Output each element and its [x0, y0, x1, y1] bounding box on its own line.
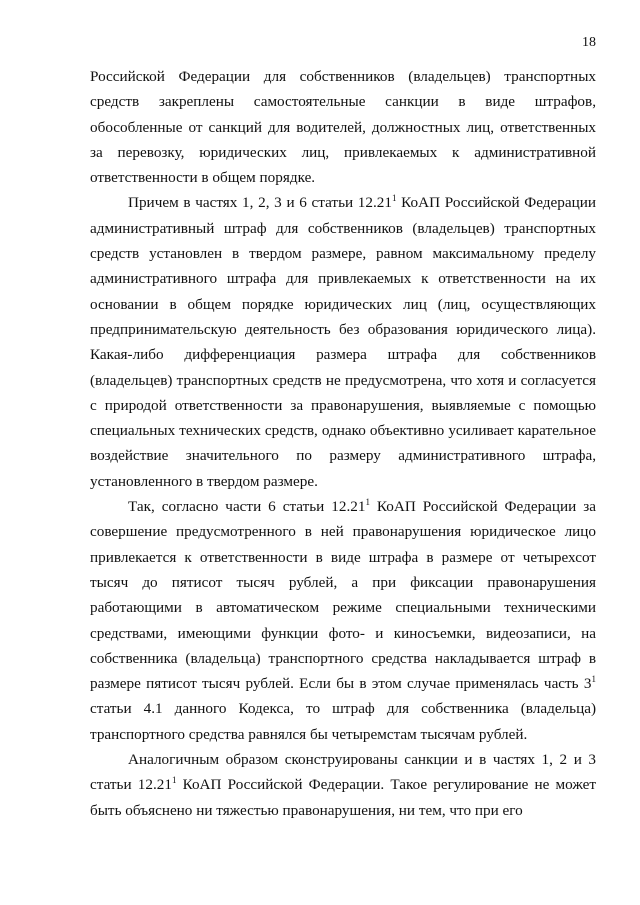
paragraph-3-part-1: Так, согласно части 6 статьи 12.21 — [128, 498, 366, 516]
paragraph-4-part-2: КоАП Российской Федерации. Такое регулирование не может быть объяснено ни тяжестью правонарушения, ни тем, что при его — [90, 776, 596, 819]
paragraph-3-part-2: КоАП Российской Федерации за совершение предусмотренного в ней правонарушения юридическое лицо привлекается к ответственности в виде штрафа в размере от четырехсот тысяч до пятисот тысяч рублей, а при фиксации правонарушения работающими в автоматическом режиме специальными техническими средствами, имеющими функции фото- и киносъемки, видеозаписи, на собственника (владельца) транспортного средства накладывается штраф в размере пятисот тысяч рублей. Если бы в этом случае применялась часть 3 — [90, 498, 596, 693]
page-number: 18 — [582, 35, 596, 50]
superscript-index: 1 — [391, 193, 397, 204]
paragraph-4-part-1: Аналогичным образом сконструированы санкции и в частях 1, 2 и 3 статьи 12.21 — [90, 751, 596, 794]
paragraph-1-text: Российской Федерации для собственников (владельцев) транспортных средств закреплены самостоятельные санкции в виде штрафов, обособленные от санкций для водителей, должностных лиц, ответственных за перевозку, юридических лиц, привлекаемых к административной ответственности в общем порядке. — [90, 68, 596, 187]
paragraph-4 — [90, 747, 596, 823]
paragraph-2-part-1: Причем в частях 1, 2, 3 и 6 статьи 12.21 — [128, 194, 392, 212]
paragraph-2-part-2: КоАП Российской Федерации административный штраф для собственников (владельцев) транспортных средств установлен в твердом размере, равном максимальному пределу административного штрафа для привлекаемых к ответственности на их основании в общем порядке юридических лиц (лиц, осуществляющих предпринимательскую деятельность без образования юридического лица). Какая-либо дифференциация размера штрафа для собственников (владельцев) транспортных средств не предусмотрена, что хотя и согласуется с природой ответственности за правонарушения, выявляемые с помощью специальных технических средств, однако объективно усиливает карательное воздействие значительного по размеру административного штрафа, установленного в твердом размере. — [90, 194, 596, 490]
superscript-index: 1 — [365, 497, 370, 508]
superscript-index: 1 — [591, 674, 596, 685]
document-body — [90, 64, 596, 823]
superscript-index: 1 — [171, 775, 177, 786]
paragraph-3-part-3: статьи 4.1 данного Кодекса, то штраф для собственника (владельца) транспортного средства равнялся бы четыремстам тысячам рублей. — [90, 700, 596, 743]
paragraph-1 — [90, 64, 596, 190]
paragraph-2 — [90, 190, 596, 494]
paragraph-3 — [90, 494, 596, 747]
